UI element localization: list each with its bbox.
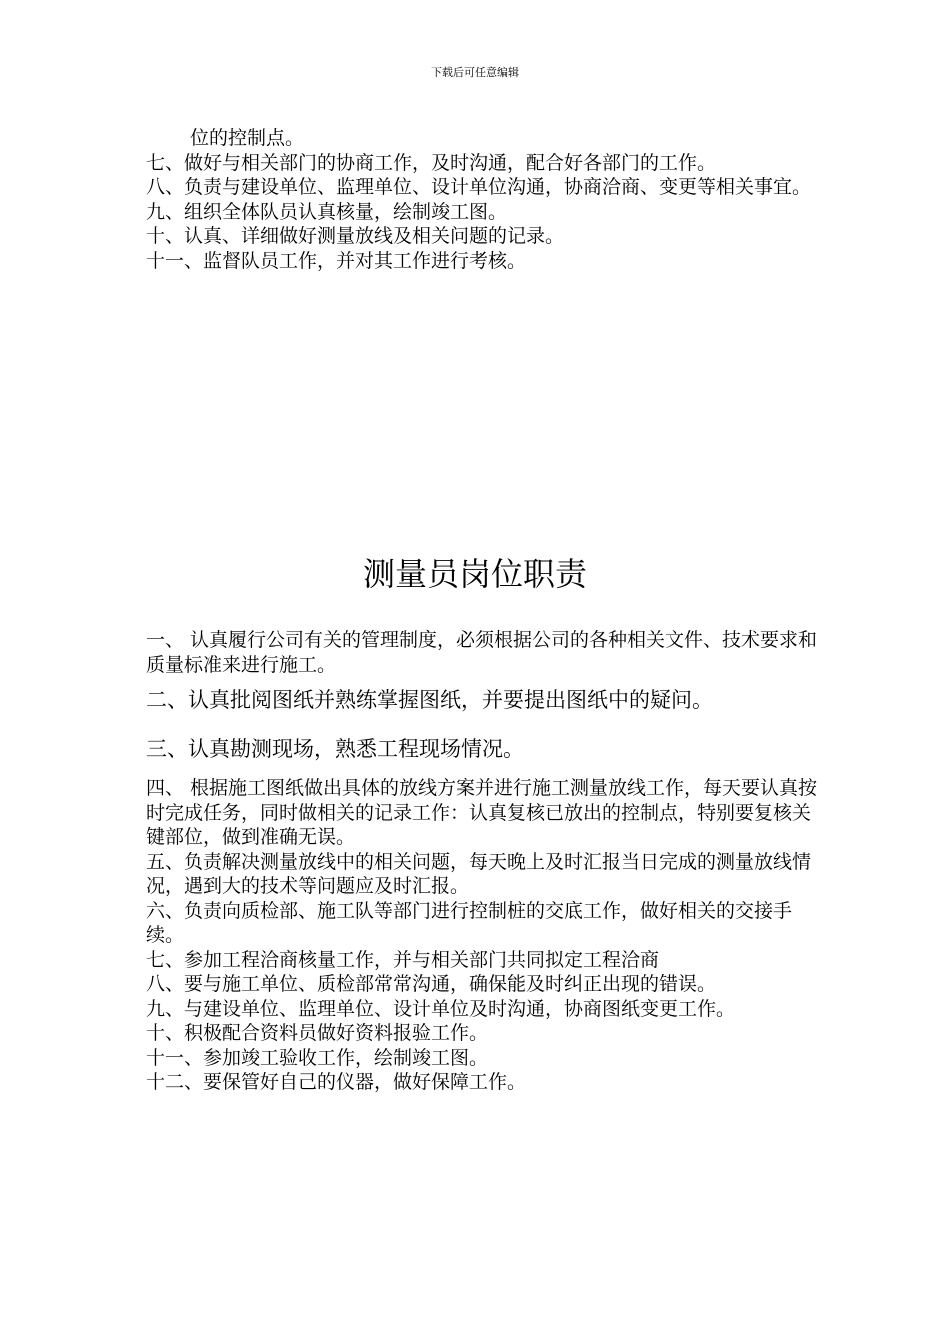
duty-item: 三、认真勘测现场，熟悉工程现场情况。 <box>146 737 524 761</box>
duty-item: 二、认真批阅图纸并熟练掌握图纸，并要提出图纸中的疑问。 <box>146 688 713 712</box>
section-title: 测量员岗位职责 <box>362 555 587 593</box>
list-item: 位的控制点。 <box>190 127 305 149</box>
list-item: 十、认真、详细做好测量放线及相关问题的记录。 <box>146 225 565 247</box>
page-header-note: 下载后可任意编辑 <box>431 66 519 79</box>
duty-item: 一、 认真履行公司有关的管理制度，必须根据公司的各种相关文件、技术要求和质量标准来进行施工。 <box>146 629 818 676</box>
duty-item: 十一、参加竣工验收工作，绘制竣工图。 <box>146 1046 489 1069</box>
list-item: 八、负责与建设单位、监理单位、设计单位沟通，协商洽商、变更等相关事宜。 <box>146 176 812 198</box>
duty-list <box>146 776 826 1095</box>
duty-item: 四、 根据施工图纸做出具体的放线方案并进行施工测量放线工作，每天要认真按时完成任务，同时做相关的记录工作：认真复核已放出的控制点，特别要复核关键部位，做到准确无误。 <box>146 777 818 848</box>
duty-item: 九、与建设单位、监理单位、设计单位及时沟通，协商图纸变更工作。 <box>146 997 736 1020</box>
duty-item: 七、参加工程洽商核量工作，并与相关部门共同拟定工程洽商 <box>146 948 660 971</box>
previous-section-continuation <box>146 126 826 273</box>
duty-item: 六、负责向质检部、施工队等部门进行控制桩的交底工作，做好相关的交接手续。 <box>146 899 793 946</box>
list-item: 九、组织全体队员认真核量，绘制竣工图。 <box>146 200 508 223</box>
duty-item: 五、负责解决测量放线中的相关问题，每天晚上及时汇报当日完成的测量放线情况，遇到大的技术等问题应及时汇报。 <box>146 850 812 897</box>
list-item: 十一、监督队员工作，并对其工作进行考核。 <box>146 249 527 272</box>
duty-item: 十、积极配合资料员做好资料报验工作。 <box>146 1022 489 1044</box>
duty-item: 八、要与施工单位、质检部常常沟通，确保能及时纠正出现的错误。 <box>146 973 717 995</box>
duty-item: 十二、要保管好自己的仪器，做好保障工作。 <box>146 1071 527 1093</box>
list-item: 七、做好与相关部门的协商工作，及时沟通，配合好各部门的工作。 <box>146 151 717 174</box>
